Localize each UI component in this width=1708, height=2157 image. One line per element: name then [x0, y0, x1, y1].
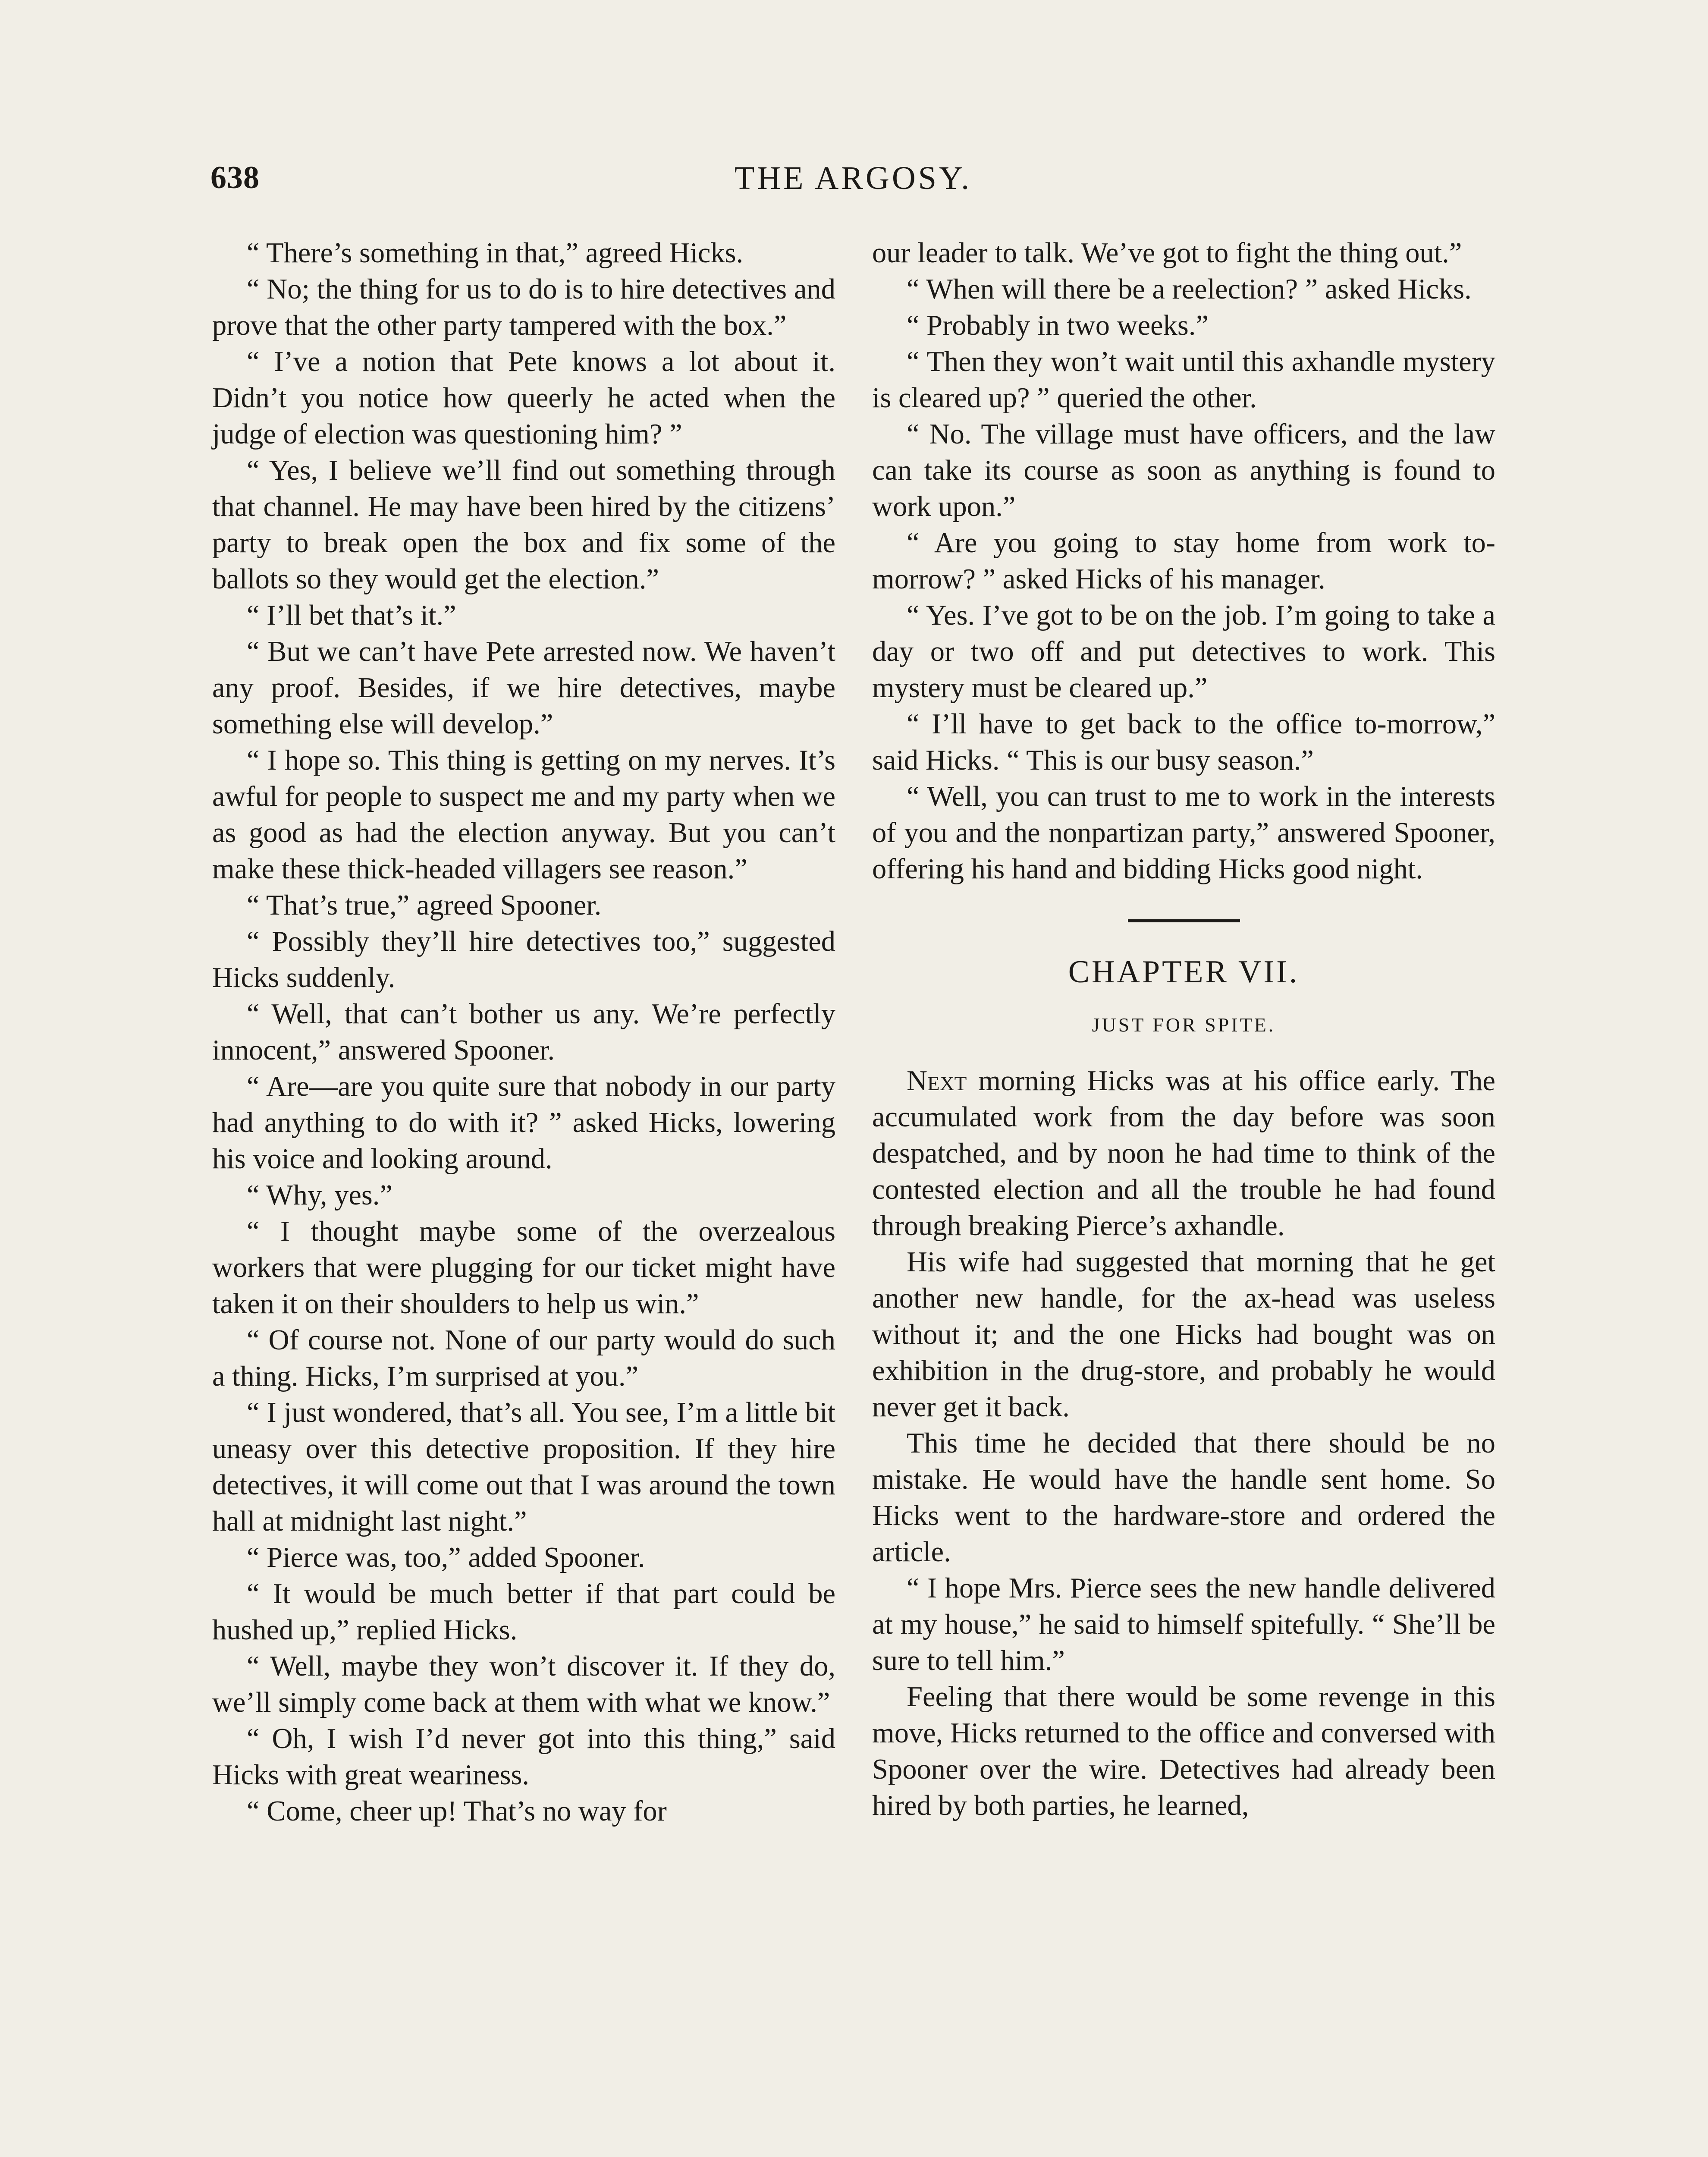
- paragraph: “ Are you going to stay home from work to-morrow? ” asked Hicks of his manager.: [872, 527, 1495, 595]
- paragraph: “ Possibly they’ll hire detectives too,” suggested Hicks suddenly.: [212, 926, 835, 994]
- paragraph: “ I’ll have to get back to the office to-morrow,” said Hicks. “ This is our busy season.”: [872, 708, 1495, 776]
- paragraph: “ It would be much better if that part could be hushed up,” replied Hicks.: [212, 1578, 835, 1646]
- running-head: [210, 160, 1496, 207]
- chapter-subtitle: JUST FOR SPITE.: [1092, 1014, 1276, 1036]
- chapter-first-paragraph: [872, 1063, 1495, 1244]
- paragraph: This time he decided that there should be no mistake. He would have the handle sent home. So Hicks went to the hardware-store and ordered the article.: [872, 1428, 1495, 1568]
- paragraph: “ Well, that can’t bother us any. We’re perfectly innocent,” answered Spooner.: [212, 998, 835, 1066]
- paragraph: “ Then they won’t wait until this axhandle mystery is cleared up? ” queried the other.: [872, 346, 1495, 414]
- paragraph: “ There’s something in that,” agreed Hicks.: [247, 237, 744, 269]
- paragraph: “ Yes, I believe we’ll find out something through that channel. He may have been hired by the citizens’ party to break open the box and fix some of the ballots so they would get the election.”: [212, 455, 835, 595]
- right-column: [872, 235, 1495, 1824]
- section-divider: [1128, 919, 1240, 922]
- paragraph: “ Well, you can trust to me to work in the interests of you and the nonpartizan party,” answered Spooner, offering his hand and bidding Hicks good night.: [872, 781, 1495, 885]
- paragraph: “ No; the thing for us to do is to hire detectives and prove that the other party tampered with the box.”: [212, 274, 835, 341]
- paragraph: our leader to talk. We’ve got to fight the thing out.”: [872, 237, 1462, 269]
- paragraph: “ I hope Mrs. Pierce sees the new handle delivered at my house,” he said to himself spitefully. “ She’ll be sure to tell him.”: [872, 1572, 1495, 1676]
- paragraph: “ Probably in two weeks.”: [907, 310, 1209, 341]
- paragraph: Feeling that there would be some revenge in this move, Hicks returned to the office and conversed with Spooner over the wire. Detectives had already been hired by both parties, he learned,: [872, 1681, 1495, 1821]
- paragraph: “ Pierce was, too,” added Spooner.: [247, 1542, 645, 1573]
- left-column: [212, 235, 835, 1830]
- paragraph: “ I thought maybe some of the overzealous workers that were plugging for our ticket might have taken it on their shoulders to help us win.”: [212, 1216, 835, 1320]
- paragraph: “ I hope so. This thing is getting on my nerves. It’s awful for people to suspect me and my party when we as good as had the election anyway. But you can’t make these thick-headed villagers see reason.”: [212, 745, 835, 885]
- paragraph: “ Of course not. None of our party would do such a thing. Hicks, I’m surprised at you.”: [212, 1324, 835, 1392]
- paragraph: “ Are—are you quite sure that nobody in our party had anything to do with it? ” asked Hicks, lowering his voice and looking around.: [212, 1071, 835, 1175]
- paragraph: “ No. The village must have officers, and the law can take its course as soon as anything is found to work upon.”: [872, 418, 1495, 522]
- chapter-first-paragraph-text: morning Hicks was at his office early. The accumulated work from the day before was soon despatched, and by noon he had time to think of the contested election and all the trouble he had found through breaking Pierce’s axhandle.: [872, 1065, 1495, 1242]
- paragraph: “ That’s true,” agreed Spooner.: [247, 890, 602, 921]
- paragraph: “ Yes. I’ve got to be on the job. I’m going to take a day or two off and put detectives to work. This mystery must be cleared up.”: [872, 600, 1495, 704]
- right-column-after-chapter: [872, 1244, 1495, 1824]
- page-number: 638: [210, 160, 260, 195]
- paragraph: “ I’ve a notion that Pete knows a lot about it. Didn’t you notice how queerly he acted when the judge of election was questioning him? ”: [212, 346, 835, 450]
- paragraph: “ Come, cheer up! That’s no way for: [247, 1795, 667, 1827]
- running-title: THE ARGOSY.: [734, 160, 972, 196]
- paragraph: “ When will there be a reelection? ” asked Hicks.: [907, 274, 1472, 305]
- paragraph: “ Well, maybe they won’t discover it. If they do, we’ll simply come back at them with what we know.”: [212, 1651, 835, 1718]
- paragraph: “ Oh, I wish I’d never got into this thing,” said Hicks with great weariness.: [212, 1723, 835, 1791]
- paragraph: “ I’ll bet that’s it.”: [247, 600, 456, 631]
- right-column-before-chapter: [872, 235, 1495, 887]
- paragraph: “ I just wondered, that’s all. You see, I’m a little bit uneasy over this detective proposition. If they hire detectives, it will come out that I was around the town hall at midnight last night.”: [212, 1397, 835, 1537]
- chapter-lead-word: Next: [907, 1065, 967, 1097]
- paragraph: “ But we can’t have Pete arrested now. We haven’t any proof. Besides, if we hire detectives, maybe something else will develop.”: [212, 636, 835, 740]
- chapter-title: CHAPTER VII.: [1068, 954, 1300, 990]
- paragraph: His wife had suggested that morning that he get another new handle, for the ax-head was useless without it; and the one Hicks had bought was on exhibition in the drug-store, and probably he would never get it back.: [872, 1246, 1495, 1423]
- paragraph: “ Why, yes.”: [247, 1179, 392, 1211]
